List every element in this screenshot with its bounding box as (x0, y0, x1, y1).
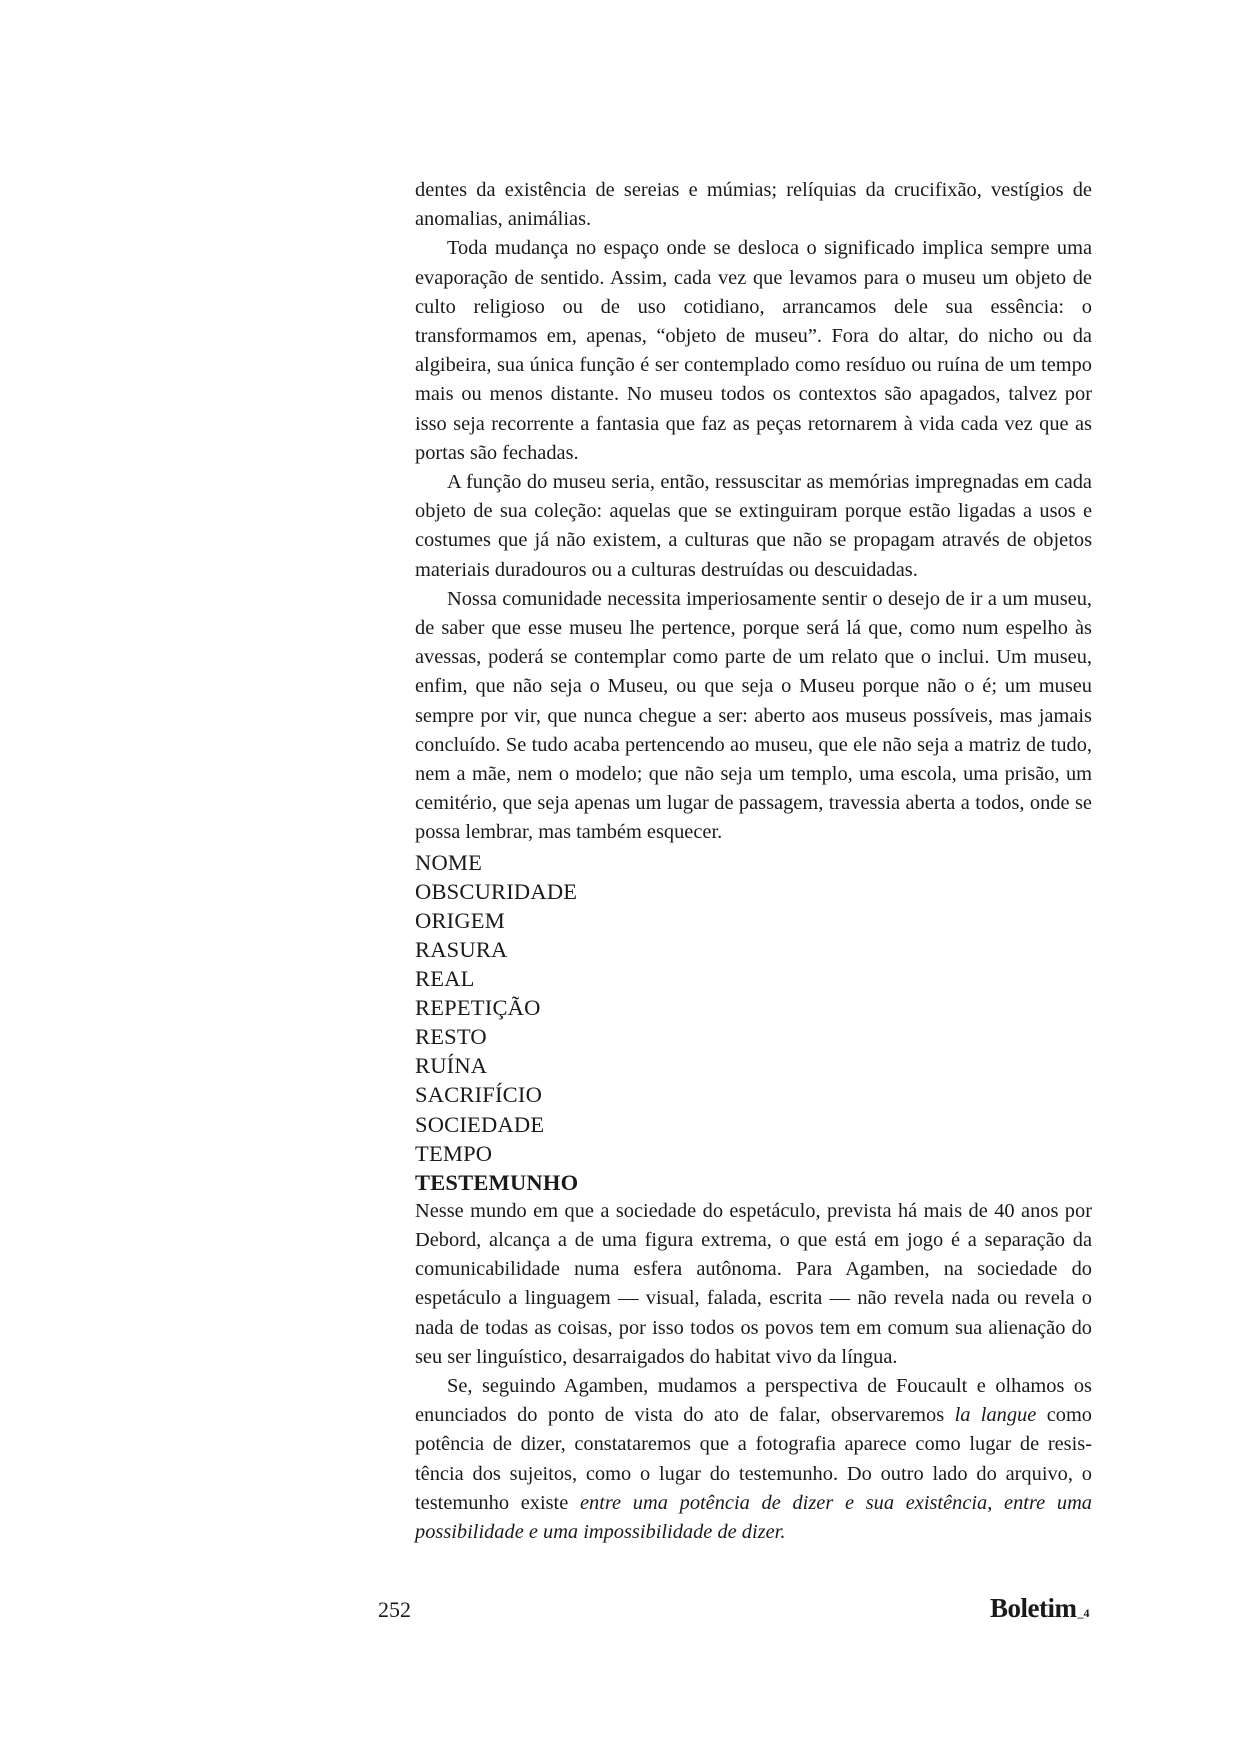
italic-term: la langue (954, 1404, 1037, 1427)
paragraph-text: Se, seguindo Agamben, mudamos a perspectiva de Foucault e olhamos os enunciados do ponto de vista do ato de falar, observaremos (415, 1375, 1092, 1427)
paragraph: Toda mudança no espaço onde se desloca o significado implica sempre uma evaporação de sentido. Assim, cada vez que levamos para o museu um objeto de culto religioso ou de uso cotidiano, arrancamos dele sua essência: o transformamos em, apenas, “objeto de museu”. Fora do altar, do nicho ou da algibeira, sua única função é ser contemplado como resíduo ou ruína de um tempo mais ou menos distante. No museu todos os contextos são apagados, talvez por isso seja recorrente a fantasia que faz as peças retornarem à vida cada vez que as portas são fechadas. (415, 237, 1092, 464)
italic-quote: entre uma potência de dizer e sua existência, entre uma possibilidade e uma impossibilidade de dizer. (415, 1491, 1092, 1544)
term-item: REAL (415, 966, 475, 992)
paragraph-continuation: dentes da existência de sereias e múmias; relíquias da crucifixão, vestígios de anomalias, animálias. (415, 179, 1092, 231)
journal-issue: _4 (1077, 1606, 1090, 1620)
paragraph: A função do museu seria, então, ressuscitar as memórias impregnadas em cada objeto de sua coleção: aquelas que se extinguiram porque estão ligadas a usos e costumes que já não existem, a culturas que não se propagam através de objetos materiais duradouros ou a culturas destruídas ou descuidadas. (415, 471, 1092, 581)
term-item: SOCIEDADE (415, 1111, 545, 1137)
term-list (415, 848, 1092, 1168)
term-item: RESTO (415, 1024, 487, 1050)
paragraph-text: como potência de dizer, constataremos que a fotografia aparece como lugar de resistência dos sujeitos, como o lugar do testemunho. Do outro lado do arquivo, o testemunho existe (415, 1404, 1092, 1514)
paragraph: Nesse mundo em que a sociedade do espetáculo, prevista há mais de 40 anos por Debord, alcança a de uma figura extrema, o que está em jogo é a separação da comunicabilidade numa esfera autônoma. Para Agamben, na sociedade do espetáculo a linguagem — visual, falada, escrita — não revela nada ou revela o nada de todas as coisas, por isso todos os povos tem em comum sua alienação do seu ser linguístico, desarraigados do habitat vivo da língua. (415, 1199, 1092, 1368)
paragraph: Nossa comunidade necessita imperiosamente sentir o desejo de ir a um museu, de saber que esse museu lhe pertence, porque será lá que, como num espelho às avessas, poderá se contemplar como parte de um relato que o inclui. Um museu, enfim, que não seja o Museu, ou que seja o Museu porque não o é; um museu sempre por vir, que nunca chegue a ser: aberto aos museus possíveis, mas jamais concluído. Se tudo acaba pertencendo ao museu, que ele não seja a matriz de tudo, nem a mãe, nem o modelo; que não seja um templo, uma escola, uma prisão, um cemitério, que seja apenas um lugar de passagem, travessia aberta a todos, onde se possa lembrar, mas também esquecer. (415, 587, 1092, 844)
term-item: TEMPO (415, 1140, 493, 1166)
term-item: RASURA (415, 936, 508, 962)
term-item: ORIGEM (415, 907, 505, 933)
paragraph (415, 1372, 1092, 1547)
term-item: REPETIÇÃO (415, 995, 541, 1021)
term-item: NOME (415, 849, 483, 875)
term-item: SACRIFÍCIO (415, 1082, 543, 1108)
page-body (415, 176, 1092, 1547)
term-item: OBSCURIDADE (415, 878, 578, 904)
entry-heading: TESTEMUNHO (415, 1169, 579, 1195)
term-item: RUÍNA (415, 1053, 488, 1079)
journal-logo (990, 1592, 1089, 1629)
journal-name: Boletim (990, 1593, 1077, 1623)
page-number: 252 (378, 1597, 411, 1622)
